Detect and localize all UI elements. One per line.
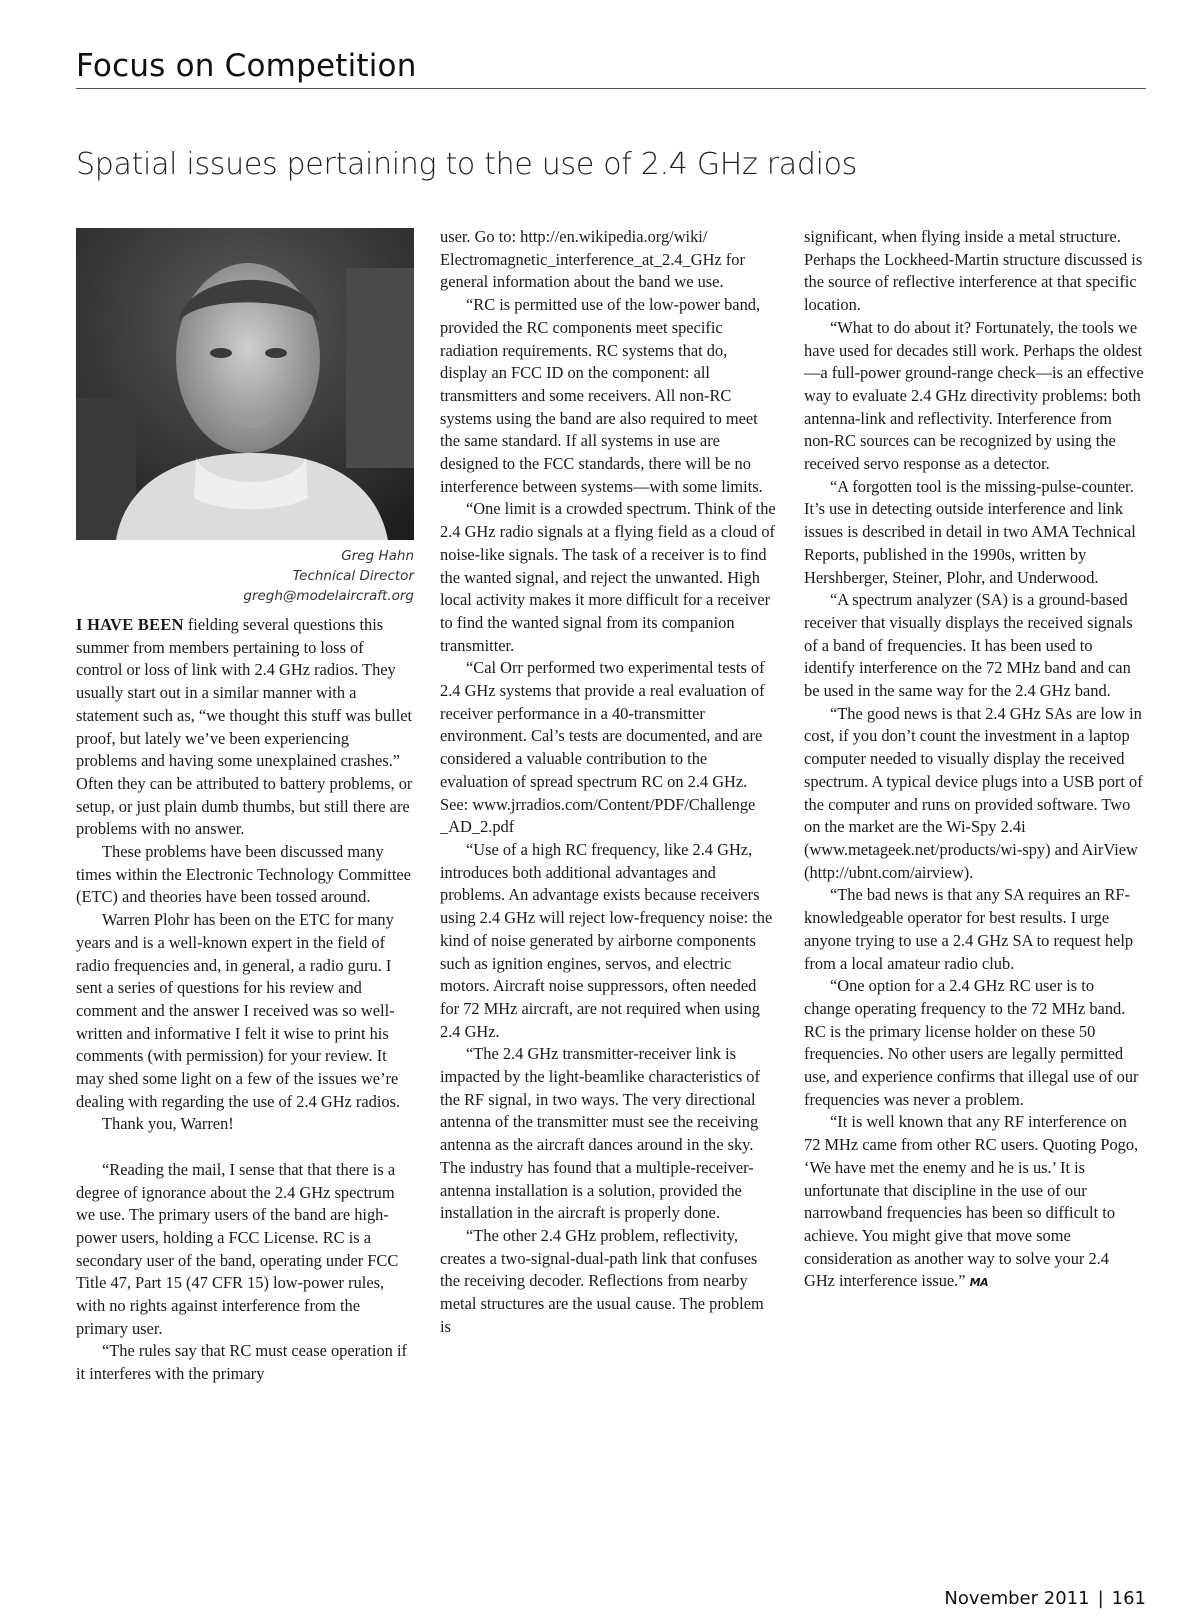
- paragraph: Warren Plohr has been on the ETC for many years and is a well-known expert in the field of radio frequencies and, in general, a radio guru. I sent a series of questions for his review and comment and the answer I received was so well-written and informative I felt it wise to print his comments (with permission) for your review. It may shed some light on a few of the issues we’re dealing with regarding the use of 2.4 GHz radios.: [76, 910, 401, 1111]
- paragraph: These problems have been discussed many times within the Electronic Technology Committee (ETC) and theories have been tossed around.: [76, 842, 411, 907]
- final-paragraph-text: “It is well known that any RF interference on 72 MHz came from other RC users. Quoting Pogo, ‘We have met the enemy and he is us.’ It is unfortunate that discipline in the use of our narrowband frequencies has been so difficult to achieve. You might give that move some consideration as another way to solve your 2.4 GHz interference issue.”: [804, 1112, 1139, 1291]
- end-mark: MA: [969, 1276, 989, 1290]
- paragraph: user. Go to: http://en.wikipedia.org/wiki/ Electromagnetic_interference_at_2.4_GHz for general information about the band we use.: [440, 227, 745, 292]
- author-portrait-icon: [76, 228, 414, 540]
- page-number: 161: [1111, 1588, 1146, 1609]
- article-column-3: [804, 226, 1144, 1295]
- article-column-1: [76, 614, 414, 1386]
- intro-paragraph: [76, 614, 414, 841]
- paragraph: Thank you, Warren!: [102, 1114, 234, 1134]
- article-column-2: [440, 226, 778, 1338]
- paragraph: “The good news is that 2.4 GHz SAs are low in cost, if you don’t count the investment in a laptop computer needed to visually display the received spectrum. A typical device plugs into a USB port of the computer and runs on provided software. Two on the market are the Wi-Spy 2.4i (www.metageek.net/products/wi-spy) and AirView (http://ubnt.com/airview).: [804, 703, 1143, 882]
- intro-text: fielding several questions this summer from members pertaining to loss of control or loss of link with 2.4 GHz radios. They usually start out in a similar manner with a statement such as, “we thought this stuff was bullet proof, but lately we’ve been experiencing problems and having some unexplained crashes.” Often they can be attributed to battery problems, or setup, or just plain dumb thumbs, but still there are problems with no answer.: [76, 615, 413, 839]
- issue-date: November 2011: [944, 1588, 1090, 1609]
- paragraph: “One option for a 2.4 GHz RC user is to change operating frequency to the 72 MHz band. RC is the primary license holder on these 50 frequencies. No other users are legally permitted use, and experience confirms that illegal use of our frequencies was never a problem.: [804, 976, 1139, 1109]
- page-footer: [944, 1588, 1146, 1609]
- paragraph: “The other 2.4 GHz problem, reflectivity, creates a two-signal-dual-path link that confuses the receiving decoder. Reflections from nearby metal structures are the usual cause. The problem is: [440, 1225, 764, 1336]
- paragraph: significant, when flying inside a metal structure. Perhaps the Lockheed-Martin structure discussed is the source of reflective interference at that specific location.: [804, 227, 1143, 315]
- author-title: Technical Director: [292, 568, 414, 584]
- section-header: [76, 48, 1146, 89]
- final-paragraph: [804, 1111, 1144, 1295]
- paragraph: “A forgotten tool is the missing-pulse-counter. It’s use in detecting outside interference and link issues is described in detail in two AMA Technical Reports, published in the 1990s, written by Hershberger, Steiner, Plohr, and Underwood.: [804, 476, 1136, 587]
- author-email: gregh@modelaircraft.org: [243, 588, 414, 604]
- paragraph: “RC is permitted use of the low-power band, provided the RC components meet specific radiation requirements. RC systems that do, display an FCC ID on the component: all transmitters and some receivers. All non-RC systems using the band are also required to meet the same standard. If all systems in use are designed to the FCC standards, there will be no interference between systems—with some limits.: [440, 295, 763, 496]
- paragraph: “The 2.4 GHz transmitter-receiver link is impacted by the light-beamlike characteristics of the RF signal, in two ways. The very directional antenna of the transmitter must see the receiving antenna as the aircraft dances around in the sky. The industry has found that a multiple-receiver-antenna installation is a solution, provided the installation in the aircraft is properly done.: [440, 1044, 760, 1223]
- paragraph: “Use of a high RC frequency, like 2.4 GHz, introduces both additional advantages and problems. An advantage exists because receivers using 2.4 GHz will reject low-frequency noise: the kind of noise generated by airborne components such as ignition engines, servos, and electric motors. Aircraft noise suppressors, often needed for 72 MHz aircraft, are not required when using 2.4 GHz.: [440, 839, 773, 1041]
- paragraph: “The rules say that RC must cease operation if it interferes with the primary: [76, 1341, 407, 1384]
- paragraph: “What to do about it? Fortunately, the tools we have used for decades still work. Perhaps the oldest—a full-power ground-range check—is an effective way to evaluate 2.4 GHz directivity problems: both antenna-link and reflectivity. Interference from non-RC sources can be recognized by using the received servo response as a detector.: [804, 317, 1144, 474]
- paragraph: “Cal Orr performed two experimental tests of 2.4 GHz systems that provide a real evaluation of receiver performance in a 40-transmitter environment. Cal’s tests are documented, and are considered a valuable contribution to the evaluation of spread spectrum RC on 2.4 GHz. See: www.jrradios.com/Content/PDF/Challenge _AD_2.pdf: [440, 658, 765, 837]
- lead-in: I HAVE BEEN: [76, 615, 184, 634]
- paragraph: “The bad news is that any SA requires an RF-knowledgeable operator for best results. I urge anyone trying to use a 2.4 GHz SA to request help from a local amateur radio club.: [804, 885, 1134, 973]
- article-headline: Spatial issues pertaining to the use of 2.4 GHz radios: [76, 147, 857, 182]
- paragraph: “Reading the mail, I sense that that there is a degree of ignorance about the 2.4 GHz spectrum we use. The primary users of the band are high-power users, holding a FCC License. RC is a secondary user of the band, operating under FCC Title 47, Part 15 (47 CFR 15) low-power rules, with no rights against interference from the primary user.: [76, 1159, 399, 1338]
- author-caption: [76, 546, 414, 606]
- paragraph: “A spectrum analyzer (SA) is a ground-based receiver that visually displays the received signals of a band of frequencies. It has been used to identify interference on the 72 MHz band and can be used in the same way for the 2.4 GHz band.: [804, 590, 1133, 701]
- author-photo: [76, 228, 414, 540]
- author-name: Greg Hahn: [341, 548, 414, 564]
- section-title: Focus on Competition: [76, 48, 417, 84]
- paragraph: “One limit is a crowded spectrum. Think of the 2.4 GHz radio signals at a flying field as a cloud of noise-like signals. The task of a receiver is to find the wanted signal, and reject the unwanted. High local activity makes it more difficult for a receiver to find the wanted signal from its companion transmitter.: [440, 499, 776, 655]
- footer-separator: |: [1097, 1588, 1104, 1609]
